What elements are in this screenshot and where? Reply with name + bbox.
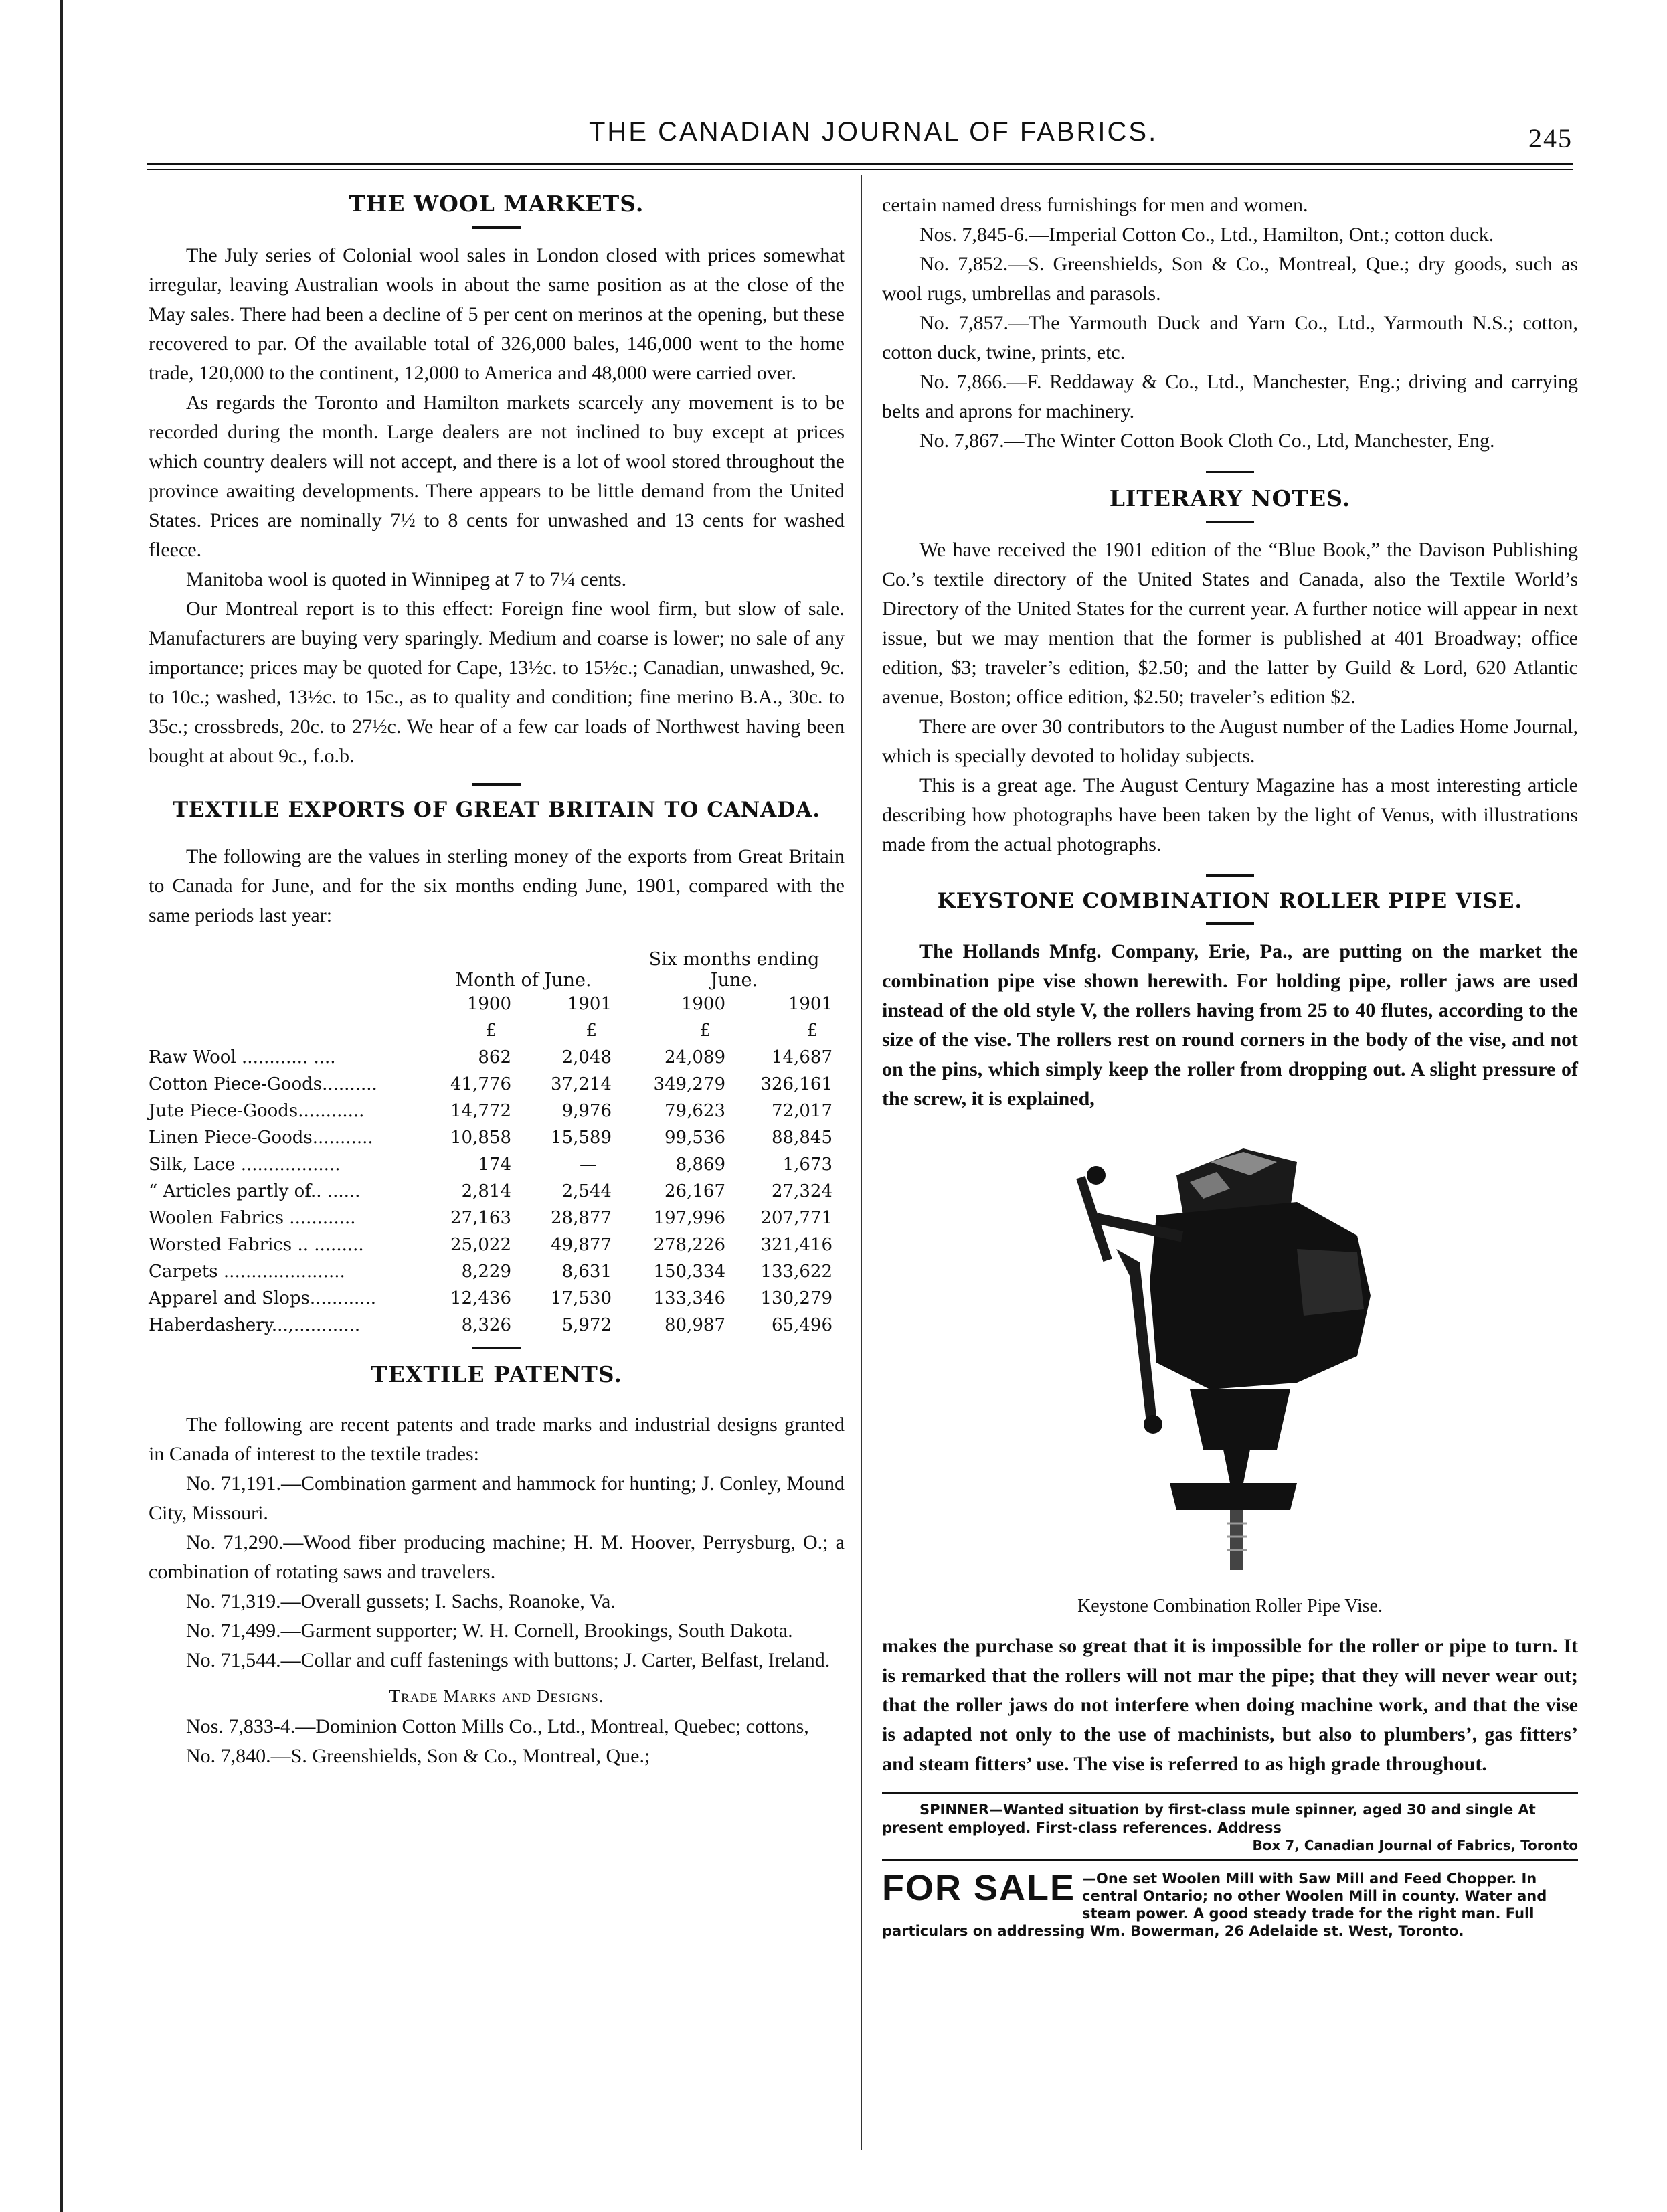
cell-value: 8,869 <box>675 1155 725 1175</box>
table-row <box>149 1258 845 1285</box>
patent-item: No. 71,499.—Garment supporter; W. H. Cornell, Brookings, South Dakota. <box>186 1620 793 1642</box>
section-rule <box>1206 521 1254 523</box>
keystone-heading: KEYSTONE COMBINATION ROLLER PIPE VISE. <box>937 889 1523 913</box>
currency-symbol: £ <box>806 1021 818 1041</box>
table-row <box>149 1044 845 1071</box>
cell-value: 25,022 <box>450 1235 511 1255</box>
wool-markets-heading: THE WOOL MARKETS. <box>349 191 644 217</box>
section-rule <box>472 226 521 229</box>
textile-patents-intro: The following are recent patents and trade marks and industrial designs granted in Canada of interest to the textile trades: <box>149 1414 845 1465</box>
cell-value: 14,772 <box>450 1101 511 1121</box>
ad-rule <box>882 1792 1578 1794</box>
table-row <box>149 1231 845 1258</box>
currency-symbol: £ <box>485 1021 497 1041</box>
cell-value: 174 <box>478 1155 511 1175</box>
table-row <box>149 1178 845 1205</box>
row-label: Woolen Fabrics ............ <box>149 1208 356 1228</box>
cell-value: 278,226 <box>653 1235 725 1255</box>
pipe-vise-illustration <box>1076 1135 1384 1590</box>
row-label: Haberdashery...,............ <box>149 1315 361 1335</box>
cell-value: 133,346 <box>653 1288 725 1308</box>
six-months-header: Six months ending June. <box>648 949 820 991</box>
right-column <box>882 191 1578 1940</box>
cell-value: 27,163 <box>450 1208 511 1228</box>
patent-item: No. 71,290.—Wood fiber producing machine; H. M. Hoover, Perrysburg, O.; a combination of rotating saws and travelers. <box>149 1531 845 1583</box>
trade-mark-item: No. 7,857.—The Yarmouth Duck and Yarn Co., Ltd., Yarmouth N.S.; cotton, cotton duck, twine, prints, etc. <box>882 312 1578 363</box>
row-label: “ Articles partly of.. ...... <box>149 1181 361 1201</box>
vise-caption: Keystone Combination Roller Pipe Vise. <box>1077 1596 1383 1616</box>
table-row <box>149 1071 845 1098</box>
cell-value: 1,673 <box>782 1155 832 1175</box>
table-row <box>149 1205 845 1231</box>
page-number: 245 <box>1528 123 1573 153</box>
table-row <box>149 1098 845 1124</box>
cell-value: 41,776 <box>450 1074 511 1094</box>
row-label: Cotton Piece-Goods.......... <box>149 1074 377 1094</box>
currency-symbol: £ <box>586 1021 597 1041</box>
cell-value: 27,324 <box>772 1181 832 1201</box>
spinner-ad: SPINNER—Wanted situation by first-class mule spinner, aged 30 and single At present employed. First-class references. Address <box>882 1802 1536 1836</box>
cell-value: 65,496 <box>772 1315 832 1335</box>
keystone-paragraph: makes the purchase so great that it is impossible for the roller or pipe to turn. It is remarked that the rollers will not mar the pipe; that they will never wear out; that the roller jaws do not interfere when doing machine work, and that the vise is adapted not only to the use of machinists, but also to plumbers’, gas fitters’ and steam fitters’ use. The vise is referred to as high grade throughout. <box>882 1635 1578 1775</box>
row-label: Linen Piece-Goods........... <box>149 1128 373 1148</box>
for-sale-title: FOR SALE <box>882 1868 1076 1908</box>
cell-value: 150,334 <box>653 1262 725 1282</box>
binding-margin-rule <box>60 0 63 2212</box>
cell-value: 14,687 <box>772 1047 832 1068</box>
year-header: 1900 <box>466 994 511 1014</box>
spinner-ad-address: Box 7, Canadian Journal of Fabrics, Toronto <box>1252 1837 1578 1853</box>
trade-mark-item: No. 7,852.—S. Greenshields, Son & Co., Montreal, Que.; dry goods, such as wool rugs, umbrellas and parasols. <box>882 253 1578 305</box>
wool-markets-paragraph: Manitoba wool is quoted in Winnipeg at 7 to 7¼ cents. <box>186 568 627 590</box>
section-rule <box>472 1347 521 1349</box>
left-column <box>149 191 845 1771</box>
cell-value: 2,814 <box>461 1181 511 1201</box>
trade-marks-heading: Trade Marks and Designs. <box>389 1686 604 1706</box>
section-rule <box>1206 471 1254 473</box>
cell-value: 10,858 <box>450 1128 511 1148</box>
header-rule-thin <box>147 169 1573 170</box>
table-row <box>149 1151 845 1178</box>
column-divider <box>861 175 862 2150</box>
textile-patents-heading: TEXTILE PATENTS. <box>371 1361 622 1387</box>
cell-value: — <box>580 1155 597 1175</box>
literary-notes-paragraph: This is a great age. The August Century Magazine has a most interesting article describing how photographs have been taken by the light of Venus, with illustrations made from the actual photographs. <box>882 774 1578 855</box>
cell-value: 80,987 <box>665 1315 725 1335</box>
for-sale-ad <box>882 1870 1578 1940</box>
section-rule <box>472 783 521 786</box>
literary-notes-paragraph: There are over 30 contributors to the August number of the Ladies Home Journal, which is specially devoted to holiday subjects. <box>882 715 1578 767</box>
cell-value: 88,845 <box>772 1128 832 1148</box>
cell-value: 5,972 <box>561 1315 612 1335</box>
cell-value: 321,416 <box>760 1235 832 1255</box>
cell-value: 2,544 <box>561 1181 612 1201</box>
cell-value: 99,536 <box>665 1128 725 1148</box>
cell-value: 862 <box>478 1047 511 1068</box>
trade-mark-item: Nos. 7,833-4.—Dominion Cotton Mills Co., Ltd., Montreal, Quebec; cottons, <box>186 1715 809 1737</box>
literary-notes-paragraph: We have received the 1901 edition of the “Blue Book,” the Davison Publishing Co.’s textile directory of the United States and Canada, also the Textile World’s Directory of the United States for the current year. A further notice will appear in next issue, but we may mention that the former is published at 401 Broadway; office edition, $3; traveler’s edition, $2.50; and the latter by Guild & Lord, 620 Atlantic avenue, Boston; office edition, $2.50; traveler’s edition $2. <box>882 539 1578 708</box>
for-sale-text: —One set Woolen Mill with Saw Mill and Feed Chopper. In central Ontario; no other Woolen Mill in county. Water and steam power. A good steady trade for the right man. Full particulars on addressing Wm. Bowerman, 26 Adelaide st. West, Toronto. <box>882 1871 1547 1939</box>
trade-mark-continuation: certain named dress furnishings for men and women. <box>882 194 1308 216</box>
cell-value: 197,996 <box>653 1208 725 1228</box>
cell-value: 133,622 <box>760 1262 832 1282</box>
patent-item: No. 71,191.—Combination garment and hammock for hunting; J. Conley, Mound City, Missouri. <box>149 1472 845 1524</box>
row-label: Worsted Fabrics .. ......... <box>149 1235 364 1255</box>
patent-item: No. 71,544.—Collar and cuff fastenings with buttons; J. Carter, Belfast, Ireland. <box>186 1649 830 1671</box>
page-header <box>147 117 1573 157</box>
patent-item: No. 71,319.—Overall gussets; I. Sachs, Roanoke, Va. <box>186 1590 616 1612</box>
keystone-paragraph: The Hollands Mnfg. Company, Erie, Pa., are putting on the market the combination pipe vise shown herewith. For holding pipe, roller jaws are used instead of the old style V, the rollers having from 25 to 40 flutes, according to the size of the vise. The rollers rest on round corners in the body of the vise, and not on the pins, which simply keep the roller from dropping out. A slight pressure of the screw, it is explained, <box>882 940 1578 1110</box>
wool-markets-paragraph: The July series of Colonial wool sales in London closed with prices somewhat irregular, leaving Australian wools in about the same position as at the close of the May sales. There had been a decline of 5 per cent on merinos at the opening, but these recovered to par. Of the available total of 326,000 bales, 146,000 went to the home trade, 120,000 to the continent, 12,000 to America and 48,000 were carried over. <box>149 244 845 384</box>
cell-value: 326,161 <box>760 1074 832 1094</box>
trade-mark-item: No. 7,866.—F. Reddaway & Co., Ltd., Manchester, Eng.; driving and carrying belts and aprons for machinery. <box>882 371 1578 422</box>
wool-markets-paragraph: As regards the Toronto and Hamilton markets scarcely any movement is to be recorded during the month. Large dealers are not inclined to buy except at prices which country dealers will not accept, and there is a lot of wool stored throughout the province awaiting developments. There appears to be little demand from the United States. Prices are nominally 7½ to 8 cents for unwashed and 13 cents for washed fleece. <box>149 392 845 561</box>
table-row <box>149 1285 845 1312</box>
wool-markets-paragraph: Our Montreal report is to this effect: Foreign fine wool firm, but slow of sale. Manufacturers are buying very sparingly. Medium and coarse is lower; no sale of any importance; prices may be quoted for Cape, 13½c. to 15½c.; Canadian, unwashed, 9c. to 10c.; washed, 13½c. to 15c., as to quality and condition; fine merino B.A., 30c. to 35c.; crossbreds, 20c. to 27½c. We hear of a few car loads of Northwest having been bought at about 9c., f.o.b. <box>149 598 845 767</box>
section-rule <box>1206 922 1254 925</box>
year-header: 1901 <box>567 994 612 1014</box>
cell-value: 79,623 <box>665 1101 725 1121</box>
textile-exports-intro: The following are the values in sterling money of the exports from Great Britain to Canada for June, and for the six months ending June, 1901, compared with the same periods last year: <box>149 845 845 926</box>
cell-value: 130,279 <box>760 1288 832 1308</box>
trade-mark-item: No. 7,840.—S. Greenshields, Son & Co., Montreal, Que.; <box>186 1745 650 1767</box>
table-row <box>149 1312 845 1339</box>
ad-rule <box>882 1859 1578 1861</box>
literary-notes-heading: LITERARY NOTES. <box>1109 485 1351 511</box>
cell-value: 26,167 <box>665 1181 725 1201</box>
row-label: Silk, Lace .................. <box>149 1155 341 1175</box>
row-label: Raw Wool ............ .... <box>149 1047 336 1068</box>
cell-value: 9,976 <box>561 1101 612 1121</box>
cell-value: 349,279 <box>653 1074 725 1094</box>
textile-exports-heading: TEXTILE EXPORTS OF GREAT BRITAIN TO CANADA. <box>172 798 821 822</box>
cell-value: 8,326 <box>461 1315 511 1335</box>
cell-value: 12,436 <box>450 1288 511 1308</box>
currency-symbol: £ <box>699 1021 711 1041</box>
cell-value: 49,877 <box>551 1235 612 1255</box>
trade-mark-item: Nos. 7,845-6.—Imperial Cotton Co., Ltd., Hamilton, Ont.; cotton duck. <box>919 224 1494 246</box>
year-header: 1900 <box>681 994 725 1014</box>
year-header: 1901 <box>788 994 832 1014</box>
cell-value: 207,771 <box>760 1208 832 1228</box>
header-rule <box>147 163 1573 165</box>
cell-value: 2,048 <box>561 1047 612 1068</box>
cell-value: 72,017 <box>772 1101 832 1121</box>
journal-title: THE CANADIAN JOURNAL OF FABRICS. <box>589 117 1158 147</box>
row-label: Carpets ...................... <box>149 1262 345 1282</box>
cell-value: 8,229 <box>461 1262 511 1282</box>
cell-value: 37,214 <box>551 1074 612 1094</box>
section-rule <box>1206 874 1254 877</box>
row-label: Apparel and Slops............ <box>149 1288 377 1308</box>
cell-value: 17,530 <box>551 1288 612 1308</box>
month-of-june-header: Month of June. <box>455 970 592 991</box>
exports-table <box>149 937 845 1339</box>
cell-value: 28,877 <box>551 1208 612 1228</box>
table-row <box>149 1124 845 1151</box>
trade-mark-item: No. 7,867.—The Winter Cotton Book Cloth Co., Ltd, Manchester, Eng. <box>919 430 1495 452</box>
cell-value: 24,089 <box>665 1047 725 1068</box>
row-label: Jute Piece-Goods............ <box>149 1101 365 1121</box>
cell-value: 15,589 <box>551 1128 612 1148</box>
cell-value: 8,631 <box>561 1262 612 1282</box>
